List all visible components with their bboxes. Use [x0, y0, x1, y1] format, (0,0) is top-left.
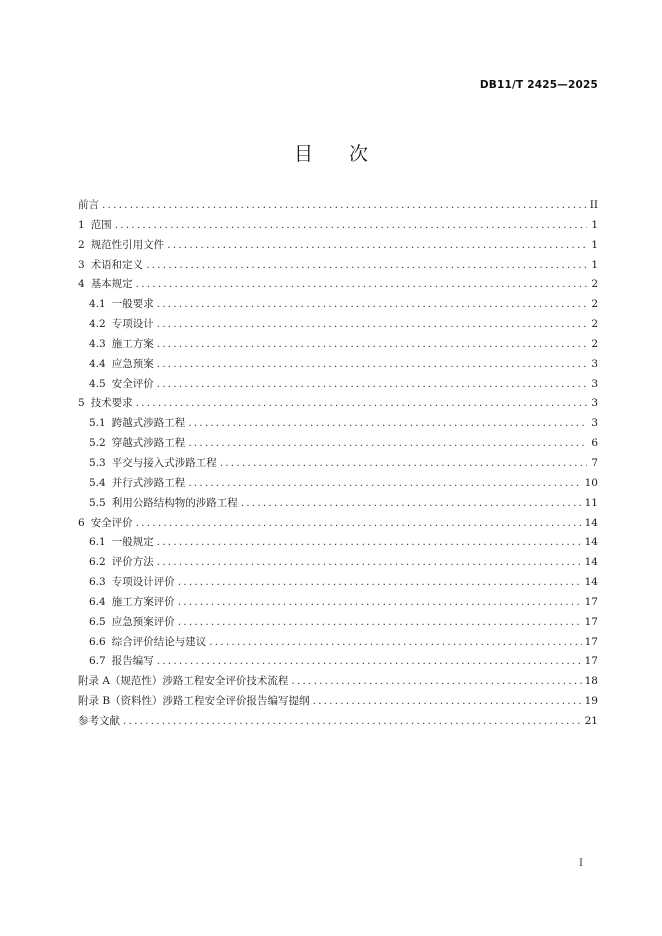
toc-entry[interactable]	[78, 712, 598, 732]
toc-entry-label	[78, 236, 164, 256]
toc-entry-title: 规范性引用文件	[90, 238, 165, 251]
toc-entry-number: 6.3	[89, 576, 106, 589]
toc-entry-number: 5.5	[89, 496, 106, 509]
toc-entry-number: 5	[78, 397, 85, 410]
toc-entry-label	[89, 573, 175, 593]
toc-entry-label	[89, 553, 154, 573]
toc-entry-page: 1	[591, 238, 598, 251]
toc-title	[0, 139, 662, 166]
toc-entry-page: 11	[584, 496, 598, 509]
toc-entry-number: 4.3	[89, 337, 106, 350]
toc-entry-title: 范围	[90, 218, 112, 231]
toc-entry-title: 跨越式涉路工程	[111, 417, 186, 430]
toc-entry-number: 6.2	[89, 556, 106, 569]
toc-entry-label	[78, 196, 99, 216]
toc-entry-page: 14	[584, 576, 598, 589]
toc-entry[interactable]	[78, 216, 598, 236]
toc-entry-number: 6.7	[89, 655, 106, 668]
toc-entry-label	[89, 633, 206, 653]
toc-leader-dots	[188, 474, 581, 494]
toc-entry-title: 报告编写	[111, 655, 154, 668]
toc-entry-title: 专项设计评价	[111, 576, 175, 589]
toc-entry-title: 评价方法	[111, 556, 154, 569]
toc-leader-dots	[157, 335, 587, 355]
toc-entry-label	[89, 474, 185, 494]
toc-entry-number: 6.1	[89, 536, 106, 549]
toc-entry-page: 1	[591, 218, 598, 231]
toc-entry-number: 4.1	[89, 298, 106, 311]
toc-leader-dots	[115, 216, 587, 236]
toc-entry-number: 4.5	[89, 377, 106, 390]
toc-entry-label	[89, 494, 238, 514]
toc-entry-page: 10	[584, 476, 598, 489]
toc-entry-page: II	[589, 199, 598, 211]
toc-entry[interactable]	[78, 593, 598, 613]
toc-entry-label	[89, 414, 185, 434]
toc-entry-title: 平交与接入式涉路工程	[111, 456, 217, 469]
toc-entry-label	[78, 514, 133, 534]
toc-leader-dots	[313, 692, 582, 712]
toc-entry-number: 5.4	[89, 476, 106, 489]
toc-entry[interactable]	[78, 553, 598, 573]
toc-entry-label	[78, 275, 133, 295]
toc-entry[interactable]	[78, 196, 598, 216]
toc-leader-dots	[157, 652, 582, 672]
toc-entry-title: 附录 A（规范性）涉路工程安全评价技术流程	[78, 675, 289, 688]
toc-entry-label	[78, 672, 288, 692]
toc-entry-title: 技术要求	[90, 397, 133, 410]
toc-leader-dots	[136, 275, 587, 295]
toc-entry-page: 3	[591, 417, 598, 430]
toc-entry-number: 5.1	[89, 417, 106, 430]
toc-entry-title: 施工方案评价	[111, 595, 175, 608]
toc-entry[interactable]	[78, 672, 598, 692]
toc-entry-page: 17	[584, 615, 598, 628]
toc-leader-dots	[178, 573, 582, 593]
toc-entry-title: 附录 B（资料性）涉路工程安全评价报告编写提纲	[78, 695, 310, 708]
toc-entry[interactable]	[78, 315, 598, 335]
toc-entry[interactable]	[78, 275, 598, 295]
toc-entry-page: 14	[584, 516, 598, 529]
toc-entry[interactable]	[78, 633, 598, 653]
toc-entry-title: 穿越式涉路工程	[111, 437, 186, 450]
toc-entry-title: 应急预案评价	[111, 615, 175, 628]
toc-entry-label	[78, 394, 133, 414]
toc-leader-dots	[167, 236, 587, 256]
toc-entry-page: 17	[584, 635, 598, 648]
toc-entry-title: 参考文献	[78, 714, 120, 727]
toc-entry-label	[89, 454, 217, 474]
toc-entry-label	[89, 295, 154, 315]
toc-entry-page: 2	[591, 298, 598, 311]
toc-leader-dots	[102, 196, 587, 216]
toc-leader-dots	[188, 414, 587, 434]
toc-entry[interactable]	[78, 434, 598, 454]
toc-leader-dots	[157, 315, 587, 335]
toc-entry-title: 专项设计	[111, 318, 154, 331]
toc-entry-page: 7	[591, 456, 598, 469]
toc-entry-page: 14	[584, 556, 598, 569]
toc-entry-number: 2	[78, 238, 85, 251]
toc-entry-title: 利用公路结构物的涉路工程	[111, 496, 238, 509]
toc-entry-title: 一般要求	[111, 298, 154, 311]
toc-entry-page: 21	[584, 714, 598, 727]
toc-leader-dots	[178, 613, 582, 633]
toc-entry-title: 前言	[78, 199, 99, 211]
toc-leader-dots	[241, 494, 582, 514]
toc-entry[interactable]	[78, 414, 598, 434]
toc-entry-label	[89, 533, 154, 553]
toc-entry-page: 17	[584, 655, 598, 668]
toc-entry-number: 6.4	[89, 595, 106, 608]
toc-entry-number: 5.2	[89, 437, 106, 450]
toc-entry[interactable]	[78, 533, 598, 553]
toc-leader-dots	[136, 514, 582, 534]
toc-entry[interactable]	[78, 652, 598, 672]
toc-entry-title: 施工方案	[111, 337, 154, 350]
toc-entry-page: 2	[591, 278, 598, 291]
toc-entry-label	[78, 256, 143, 276]
toc-entry[interactable]	[78, 692, 598, 712]
toc-entry-number: 4.4	[89, 357, 106, 370]
toc-title-char-1: 目	[293, 143, 313, 165]
toc-leader-dots	[157, 375, 587, 395]
toc-entry[interactable]	[78, 256, 598, 276]
toc-leader-dots	[157, 295, 587, 315]
toc-entry[interactable]	[78, 375, 598, 395]
toc-entry-number: 4	[78, 278, 85, 291]
toc-entry[interactable]	[78, 573, 598, 593]
toc-entry[interactable]	[78, 454, 598, 474]
page-number: I	[579, 858, 583, 869]
toc-leader-dots	[209, 633, 581, 653]
toc-leader-dots	[178, 593, 582, 613]
toc-leader-dots	[157, 533, 582, 553]
toc-entry-number: 3	[78, 258, 85, 271]
toc-entry-number: 4.2	[89, 318, 106, 331]
toc-leader-dots	[188, 434, 587, 454]
toc-entry-number: 6	[78, 516, 85, 529]
toc-entry[interactable]	[78, 514, 598, 534]
toc-entry-label	[78, 712, 120, 732]
toc-leader-dots	[136, 394, 587, 414]
toc-entry-label	[89, 593, 175, 613]
toc-entry[interactable]	[78, 355, 598, 375]
toc-entry-title: 一般规定	[111, 536, 154, 549]
toc-entry-number: 6.5	[89, 615, 106, 628]
toc-entry-page: 3	[591, 357, 598, 370]
toc-entry-page: 19	[584, 695, 598, 708]
toc-entry-number: 6.6	[89, 635, 106, 648]
toc-entry-label	[89, 613, 175, 633]
toc-entry[interactable]	[78, 394, 598, 414]
toc-entry[interactable]	[78, 474, 598, 494]
toc-entry-number: 1	[78, 218, 85, 231]
toc-entry-label	[78, 216, 112, 236]
toc-entry-label	[89, 434, 185, 454]
toc-entry[interactable]	[78, 236, 598, 256]
toc-entry[interactable]	[78, 613, 598, 633]
toc-entry[interactable]	[78, 494, 598, 514]
table-of-contents	[78, 196, 598, 732]
toc-leader-dots	[220, 454, 587, 474]
toc-leader-dots	[291, 672, 581, 692]
toc-entry-label	[78, 692, 310, 712]
toc-entry-label	[89, 355, 154, 375]
toc-entry-page: 18	[584, 675, 598, 688]
toc-entry-label	[89, 375, 154, 395]
toc-entry-page: 2	[591, 318, 598, 331]
toc-entry-page: 3	[591, 377, 598, 390]
toc-title-char-2: 次	[349, 143, 369, 165]
toc-entry-label	[89, 315, 154, 335]
toc-entry-title: 并行式涉路工程	[111, 476, 186, 489]
toc-entry-title: 安全评价	[90, 516, 133, 529]
toc-entry-page: 1	[591, 258, 598, 271]
toc-entry-title: 综合评价结论与建议	[111, 635, 207, 648]
toc-entry-label	[89, 652, 154, 672]
toc-entry-page: 3	[591, 397, 598, 410]
document-code: DB11/T 2425—2025	[479, 79, 598, 91]
toc-entry-title: 术语和定义	[90, 258, 144, 271]
toc-leader-dots	[123, 712, 582, 732]
toc-entry-page: 14	[584, 536, 598, 549]
toc-entry-title: 安全评价	[111, 377, 154, 390]
toc-leader-dots	[157, 355, 587, 375]
toc-entry-page: 6	[591, 437, 598, 450]
toc-entry-label	[89, 335, 154, 355]
toc-leader-dots	[157, 553, 582, 573]
toc-entry[interactable]	[78, 335, 598, 355]
toc-entry-number: 5.3	[89, 456, 106, 469]
toc-entry-page: 2	[591, 337, 598, 350]
toc-entry-title: 应急预案	[111, 357, 154, 370]
toc-entry[interactable]	[78, 295, 598, 315]
toc-entry-page: 17	[584, 595, 598, 608]
toc-entry-title: 基本规定	[90, 278, 133, 291]
toc-leader-dots	[146, 256, 587, 276]
